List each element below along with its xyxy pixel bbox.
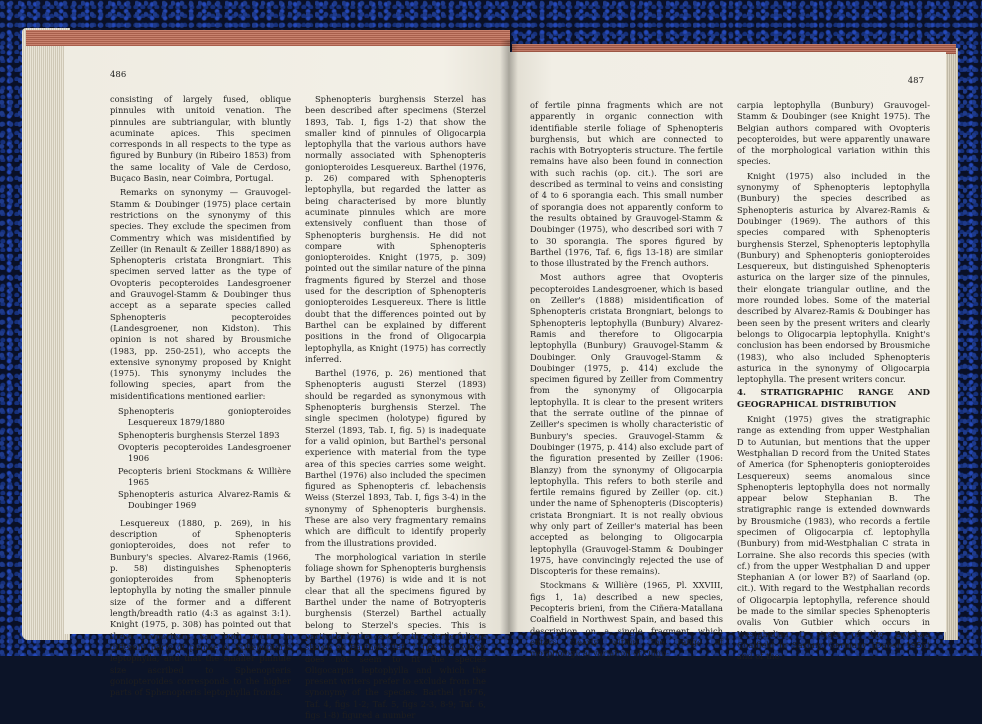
paragraph: of fertile pinna fragments which are not apparently in organic connection with identifiable sterile foliage of Sphenopteris burghensis, but which are connected to rachis with Botryopteris structure. The fertile remains have also been found in connection with such rachis (op. cit.). The sori are described as terminal to veins and consisting of 4 to 6 sporangia each. This small number of sporangia does not apparently conform to the results obtained by Grauvogel-Stamm & Doubinger (1975), who described sori with 7 to 30 sporangia. The spores figured by Barthel (1976, Taf. 6, figs 13-18) are similar to those illustrated by the French authors. — [530, 100, 723, 269]
paragraph: Stockmans & Willière (1965, Pl. XXVIII, figs 1, 1a) described a new species, Pecopteris brieni, from the Ciñera-Matallana Coalfield in Northwest Spain, and based this description on a single fragment which enters clearly within the range of morphological variation of Oligo- — [530, 580, 723, 659]
paragraph: Remarks on synonymy — Grauvogel-Stamm & Doubinger (1975) place certain restrictions on the synonymy of this species. They exclude the specimen from Commentry which was misidentified by Zeiller (in Renault & Zeiller 1888/1890) as Sphenopteris cristata Brongniart. This specimen served latter as the type of Ovopteris pecopteroides Landesgroener and Grauvogel-Stamm & Doubinger thus accept as a separate species called Sphenopteris pecopteroides (Landesgroener, non Kidston). This opinion is not shared by Brousmiche (1983, pp. 250-251), who accepts the extensive synonymy proposed by Knight (1975). This synonymy includes the following species, apart from the misidentifications mentioned earlier: — [110, 187, 291, 401]
left-page-column-1 — [110, 94, 291, 724]
paragraph: Sphenopteris burghensis Sterzel has been described after specimens (Sterzel 1893, Tab. I, figs 1-2) that show the smaller kind of pinnules of Oligocarpia leptophylla that the various authors have normally associated with Sphenopteris goniopteroides Lesquereux. Barthel (1976, p. 26) compared with Sphenopteris leptophylla, but regarded the latter as being characterised by more bluntly acuminate pinnules which are more extensively confluent than those of Sphenopteris burghensis. He did not compare with Sphenopteris goniopteroides. Knight (1975, p. 309) pointed out the similar nature of the pinna fragments figured by Sterzel and those used for the description of Sphenopteris goniopteroides Lesquereux. There is little doubt that the differences pointed out by Barthel can be explained by different positions in the frond of Oligocarpia leptophylla, as Knight (1975) has correctly inferred. — [305, 94, 486, 364]
synonym-item: Sphenopteris burghensis Sterzel 1893 — [118, 429, 280, 440]
paragraph: Knight (1975) also included in the synonymy of Sphenopteris leptophylla (Bunbury) the species described as Sphenopteris asturica by Alvarez-Ramis & Doubinger (1969). The authors of this species compared with Sphenopteris burghensis Sterzel, Sphenopteris leptophylla (Bunbury) and Sphenopteris goniopteroides Lesquereux, but distinguished Sphenopteris asturica on the larger size of the pinnules, their elongate triangular outline, and the more rounded lobes. Some of the material described by Alvarez-Ramis & Doubinger has been seen by the present writers and clearly belongs to Oligocarpia leptophylla. Knight's conclusion has been endorsed by Brousmiche (1983), who also included Sphenopteris asturica in the synonymy of Oligocarpia leptophylla. The present writers concur. — [737, 170, 930, 385]
red-page-edge-left — [26, 30, 510, 46]
paragraph: Most authors agree that Ovopteris pecopteroides Landesgroener, which is based on Zeiller's (1888) misidentification of Sphenopteris cristata Brongniart, belongs to Sphenopteris leptophylla (Bunbury) Alvarez-Ramis and therefore to Oligocarpia leptophylla (Bunbury) Grauvogel-Stamm & Doubinger. Only Grauvogel-Stamm & Doubinger (1975, p. 414) exclude the specimen figured by Zeiller from Commentry from the synonymy of Oligocarpia leptophylla. It is clear to the present writers that the serrate outline of the pinnae of Zeiller's specimen is wholly characteristic of Bunbury's species. Grauvogel-Stamm & Doubinger (1975, p. 414) also exclude part of the figuration presented by Zeiller (1906: Blanzy) from the synonymy of Oligocarpia leptophylla. This refers to both sterile and fertile remains figured by Zeiller (op. cit.) under the name of Sphenopteris (Discopteris) cristata Brongniart. It is not really obvious why only part of Zeiller's material has been accepted as belonging to Oligocarpia leptophylla (Grauvogel-Stamm & Doubinger 1975, have convincingly rejected the use of Discopteris for these remains). — [530, 272, 723, 577]
paragraph: consisting of largely fused, oblique pinnules with unitoid venation. The pinnules are subtriangular, with bluntly acuminate apices. This specimen corresponds in all respects to the type as figured by Bunbury (in Ribeiro 1853) from the same locality of Vale de Cerdoso, Buçaco Basin, near Coimbra, Portugal. — [110, 94, 291, 184]
synonym-item: Sphenopteris asturica Alvarez-Ramis & Doubinger 1969 — [118, 489, 291, 511]
right-page-column-2 — [737, 100, 930, 666]
left-page-column-2 — [305, 94, 486, 724]
paragraph: Barthel (1976, p. 26) mentioned that Sphenopteris augusti Sterzel (1893) should be regarded as synonymous with Sphenopteris burghensis Sterzel. The single specimen (holotype) figured by Sterzel (1893, Tab. I, fig. 5) is inadequate for a valid opinion, but Barthel's personal experience with material from the type area of this species carries some weight. Barthel (1976) also included the specimen figured as Sphenopteris cf. lebachensis Weiss (Sterzel 1893, Tab. I, figs 3-4) in the synonymy of Sphenopteris burghensis. These are also very fragmentary remains which are difficult to identify properly from the illustrations provided. — [305, 368, 486, 548]
right-page — [508, 52, 946, 662]
synonym-item: Pecopteris brieni Stockmans & Willière 1965 — [118, 465, 291, 487]
paragraph: The morphological variation in sterile foliage shown for Sphenopteris burghensis by Barthel (1976) is wide and it is not clear that all the specimens figured by Barthel under the name of Botryopteris burghensis (Sterzel) Barthel actually belong to Sterzel's species. This is particularly the case for the sterile foliage shown on Barthel's Taf. 7, figs 1-4, which does not seem to fit the species Oligocarpia leptophylla and which the present writers prefer to exclude from the synonymy of the species. Barthel (1976, Taf. 4, figs 1-2; Taf. 5, figs 2-3, 8-9; Taf. 6, figs 1-8) figured a number — [305, 551, 486, 721]
book-gutter — [500, 40, 518, 640]
page-edges-right — [944, 48, 958, 640]
page-number-right: 487 — [907, 76, 924, 86]
left-page — [64, 46, 510, 721]
synonym-item: Ovopteris pecopteroides Landesgroener 1906 — [118, 441, 291, 464]
synonym-item: Sphenopteris goniopteroides Lesquereux 1879/1880 — [118, 406, 291, 428]
paragraph: Lesquereux (1880, p. 269), in his description of Sphenopteris goniopteroides, does not refer to Bunbury's species. Alvarez-Ramis (1966, p. 58) distinguishes Sphenopteris goniopteroides from Sphenopteris leptophylla by noting the smaller pinnule size of the former and a different length/breadth ratio (4:3 as against 3:1). Knight (1975, p. 308) has pointed out that these proportions can both occur in different parts of pinnae of Sphenopteris leptophylla, and that the smaller pinnule size ascribed to Sphenopteris goniopteroides corresponds to the higher parts of Sphenopteris leptophylla fronds. — [110, 517, 291, 698]
section-heading: 4. STRATIGRAPHIC RANGE AND GEOGRAPHICAL DISTRIBUTION — [737, 388, 930, 410]
page-edges-left — [22, 28, 70, 640]
paragraph: Knight (1975) gives the stratigraphic range as extending from upper Westphalian D to Autunian, but mentions that the upper Westphalian D record from the United States of America (for Sphenopteris goniopteroides Lesquereux) seems anomalous since Sphenopteris leptophylla does not normally appear below Stephanian B. The stratigraphic range is extended downwards by Brousmiche (1983), who records a fertile specimen of Oligocarpia cf. leptophylla (Bunbury) from mid-Westphalian C strata in Lorraine. She also records this species (with cf.) from the upper Westphalian D and upper Stephanian A (or lower B?) of Saarland (op. cit.). With regard to the Westphalian records of Oligocarpia leptophylla, reference should be made to the similar species Sphenopteris ovalis Von Gutbier which occurs in Westphalian D strata of the Zwickau Coalfield in Saxony, Germany (Daber 1955) and of the — [737, 414, 930, 662]
page-number-left: 486 — [110, 70, 127, 80]
right-page-column-1 — [530, 100, 723, 666]
synonym-list — [118, 406, 291, 512]
paragraph: carpia leptophylla (Bunbury) Grauvogel-Stamm & Doubinger (see Knight 1975). The Belgian authors compared with Ovopteris pecopteroides, but were apparently unaware of the morphological variation within this species. — [737, 100, 930, 167]
